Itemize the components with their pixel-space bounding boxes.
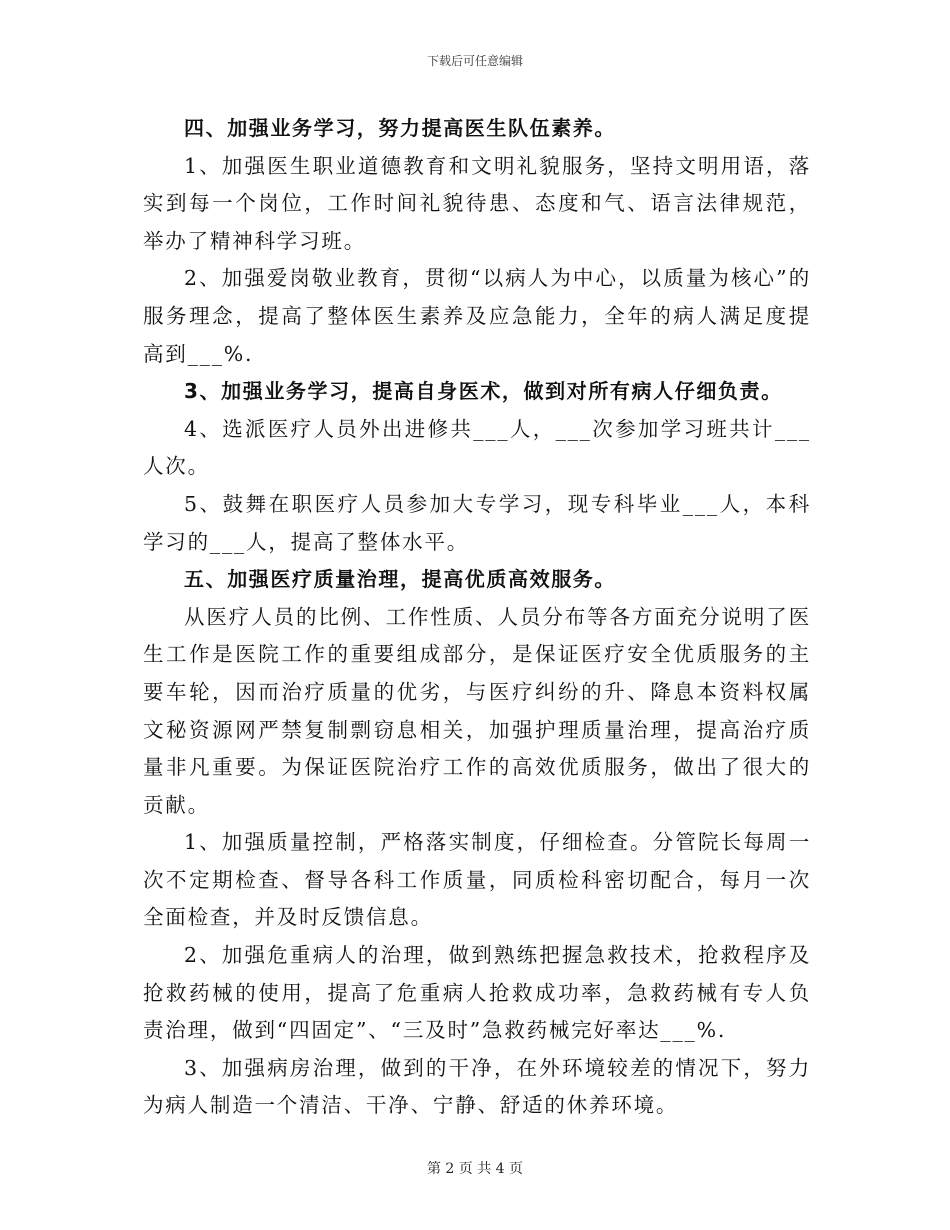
paragraph-quality-overview: 从医疗人员的比例、工作性质、人员分布等各方面充分说明了医生工作是医院工作的重要组成部分，是保证医疗安全优质服务的主要车轮，因而治疗质量的优劣，与医疗纠纷的升、降息本资料权属文秘资源网严禁复制剽窃息相关，加强护理质量治理，提高治疗质量非凡重要。为保证医院治疗工作的高效优质服务，做出了很大的贡献。 <box>143 604 811 817</box>
paragraph-critical-care: 2、加强危重病人的治理，做到熟练把握急救技术，抢救程序及抢救药械的使用，提高了危重病人抢救成功率，急救药械有专人负责治理，做到“四固定”、“三及时”急救药械完好率达___%. <box>143 943 811 1043</box>
paragraph-quality-control: 1、加强质量控制，严格落实制度，仔细检查。分管院长每周一次不定期检查、督导各科工作质量，同质检科密切配合，每月一次全面检查，并及时反馈信息。 <box>143 830 811 930</box>
paragraph-further-study: 5、鼓舞在职医疗人员参加大专学习，现专科毕业___人，本科学习的___人，提高了整体水平。 <box>143 491 811 554</box>
section-heading-5: 五、加强医疗质量治理，提高优质高效服务。 <box>184 567 616 592</box>
page-footer: 第 2 页 共 4 页 <box>426 1161 524 1177</box>
paragraph-dedication-education: 2、加强爱岗敬业教育，贯彻“以病人为中心，以质量为核心”的服务理念，提高了整体医生素养及应急能力，全年的病人满足度提高到___%. <box>143 266 811 366</box>
page-header: 下载后可任意编辑 <box>426 54 523 68</box>
paragraph-ward-management: 3、加强病房治理，做到的干净，在外环境较差的情况下，努力为病人制造一个清洁、干净、宁静、舒适的休养环境。 <box>143 1055 811 1118</box>
section-heading-4: 四、加强业务学习，努力提高医生队伍素养。 <box>184 116 616 140</box>
paragraph-training-staff: 4、选派医疗人员外出进修共___人，___次参加学习班共计___人次。 <box>143 416 811 479</box>
document-body <box>143 110 811 1125</box>
subsection-heading-3: 3、加强业务学习，提高自身医术，做到对所有病人仔细负责。 <box>184 379 783 404</box>
paragraph-ethics-education: 1、加强医生职业道德教育和文明礼貌服务，坚持文明用语，落实到每一个岗位，工作时间礼貌待患、态度和气、语言法律规范，举办了精神科学习班。 <box>143 153 811 253</box>
